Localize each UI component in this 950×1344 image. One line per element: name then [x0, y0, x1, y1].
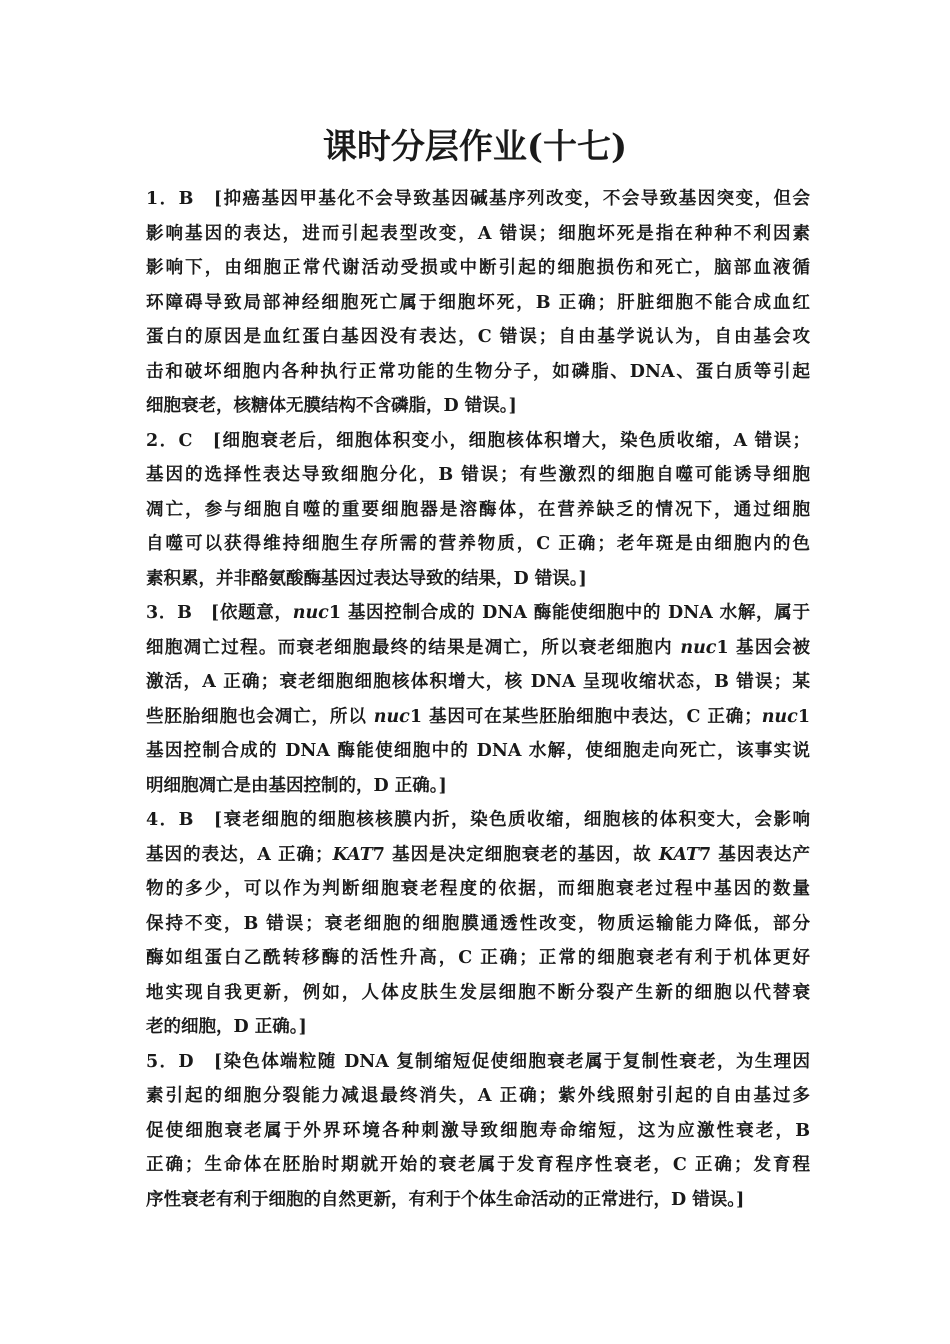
- answer-text-line: 影响下，由细胞正常代谢活动受损或中断引起的细胞损伤和死亡，脑部血液循: [146, 258, 810, 278]
- answer-text-line: 影响基因的表达，进而引起表型改变，A 错误；细胞坏死是指在种种不利因素: [146, 223, 810, 244]
- answer-item-2: [146, 424, 810, 597]
- answer-item-5: [146, 1045, 810, 1218]
- answer-text-line: 保持不变，B 错误；衰老细胞的细胞膜通透性改变，物质运输能力降低，部分: [146, 913, 810, 934]
- answer-text-line: 基因的表达，A 正确；KAT7 基因是决定细胞衰老的基因，故 KAT7 基因表达产: [146, 844, 810, 865]
- answer-text-line: 1．B [抑癌基因甲基化不会导致基因碱基序列改变，不会导致基因突变，但会: [146, 189, 810, 209]
- answer-text-line: 基因控制合成的 DNA 酶能使细胞中的 DNA 水解，使细胞走向死亡，该事实说: [146, 741, 810, 761]
- answer-text-line: 物的多少，可以作为判断细胞衰老程度的依据，而细胞衰老过程中基因的数量: [146, 879, 810, 899]
- answer-text-line: 老的细胞，D 正确。]: [146, 1017, 307, 1037]
- page-title: 课时分层作业(十七): [322, 127, 628, 167]
- answer-text-line: 促使细胞衰老属于外界环境各种刺激导致细胞寿命缩短，这为应激性衰老，B: [146, 1120, 810, 1141]
- answer-text-line: 素积累，并非酪氨酸酶基因过表达导致的结果，D 错误。]: [146, 568, 587, 589]
- answer-text-line: 细胞衰老，核糖体无膜结构不含磷脂，D 错误。]: [146, 396, 517, 416]
- answer-text-line: 序性衰老有利于细胞的自然更新，有利于个体生命活动的正常进行，D 错误。]: [146, 1189, 745, 1210]
- answer-text-line: 明细胞凋亡是由基因控制的，D 正确。]: [146, 775, 447, 796]
- answer-text-line: 蛋白的原因是血红蛋白基因没有表达，C 错误；自由基学说认为，自由基会攻: [146, 327, 810, 347]
- answer-text-line: 5．D [染色体端粒随 DNA 复制缩短促使细胞衰老属于复制性衰老，为生理因: [146, 1051, 810, 1072]
- answer-item-3: [146, 596, 810, 803]
- answer-text-line: 环障碍导致局部神经细胞死亡属于细胞坏死，B 正确；肝脏细胞不能合成血红: [146, 292, 810, 313]
- answer-text-line: 激活，A 正确；衰老细胞细胞核体积增大，核 DNA 呈现收缩状态，B 错误；某: [146, 672, 810, 692]
- answer-item-1: [146, 182, 810, 424]
- answer-list: [146, 182, 810, 1217]
- answer-text-line: 细胞凋亡过程。而衰老细胞最终的结果是凋亡，所以衰老细胞内 nuc1 基因会被: [146, 637, 810, 658]
- answer-item-4: [146, 803, 810, 1045]
- answer-text-line: 击和破坏细胞内各种执行正常功能的生物分子，如磷脂、DNA、蛋白质等引起: [146, 361, 810, 382]
- answer-text-line: 些胚胎细胞也会凋亡，所以 nuc1 基因可在某些胚胎细胞中表达，C 正确；nuc1: [146, 706, 810, 727]
- answer-text-line: 自噬可以获得维持细胞生存所需的营养物质，C 正确；老年斑是由细胞内的色: [146, 534, 810, 554]
- answer-text-line: 3．B [依题意，nuc1 基因控制合成的 DNA 酶能使细胞中的 DNA 水解，属于: [146, 603, 810, 623]
- answer-text-line: 正确；生命体在胚胎时期就开始的衰老属于发育程序性衰老，C 正确；发育程: [146, 1155, 810, 1175]
- answer-text-line: 4．B [衰老细胞的细胞核核膜内折，染色质收缩，细胞核的体积变大，会影响: [146, 810, 810, 830]
- answer-text-line: 地实现自我更新，例如，人体皮肤生发层细胞不断分裂产生新的细胞以代替衰: [146, 982, 810, 1003]
- answer-text-line: 基因的选择性表达导致细胞分化，B 错误；有些激烈的细胞自噬可能诱导细胞: [146, 465, 810, 485]
- answer-text-line: 凋亡，参与细胞自噬的重要细胞器是溶酶体，在营养缺乏的情况下，通过细胞: [146, 499, 810, 520]
- answer-text-line: 酶如组蛋白乙酰转移酶的活性升高，C 正确；正常的细胞衰老有利于机体更好: [146, 948, 810, 968]
- answer-text-line: 素引起的细胞分裂能力减退最终消失，A 正确；紫外线照射引起的自由基过多: [146, 1086, 810, 1106]
- answer-text-line: 2．C [细胞衰老后，细胞体积变小，细胞核体积增大，染色质收缩，A 错误；: [146, 430, 810, 451]
